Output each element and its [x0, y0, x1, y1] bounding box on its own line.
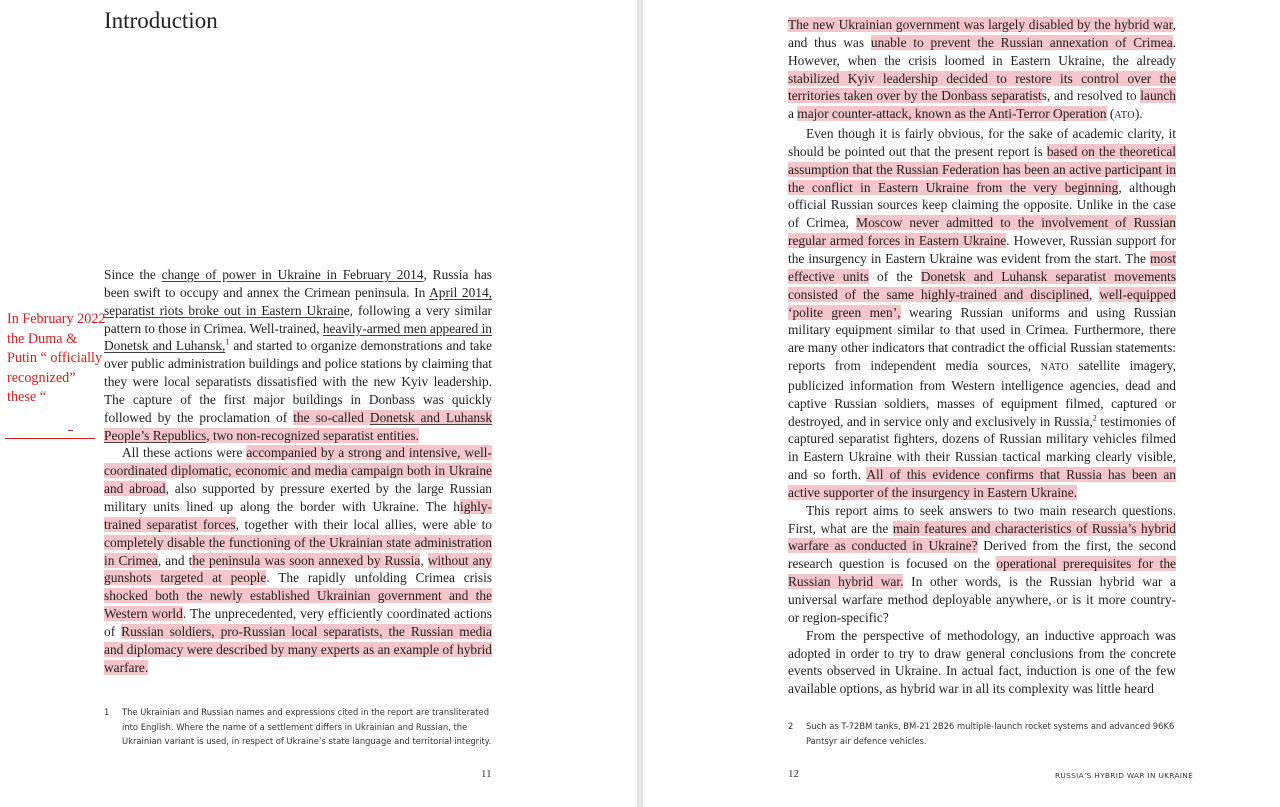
- underlined-text: April 2014, separatist riots broke out in Eastern Ukrain: [104, 284, 492, 318]
- text-run: (: [1106, 106, 1115, 122]
- page-number-right: 12: [788, 768, 799, 780]
- text-run: testimonies of captured separatist fighters, dozens of Russian military vehicles filmed in Eastern Ukraine with their Russian tactical marking clearly visible, and so forth.: [788, 413, 1176, 483]
- paragraph: [104, 444, 492, 676]
- text-run: . The rapidly unfolding Crimea crisis: [266, 570, 492, 586]
- paragraph: [788, 125, 1176, 502]
- text-run: of the: [868, 268, 921, 284]
- text-run: , and thus was: [788, 17, 1176, 50]
- paragraph: [788, 16, 1176, 125]
- highlighted-text: well-equipped ‘polite green men’,: [788, 286, 1176, 320]
- left-footnote: [104, 705, 494, 749]
- text-run: wearing Russian uniforms and using Russian military equipment similar to that used in Crimea. Furthermore, there are many other indicators that contradict the official Russian statements: reports from independent media sources,: [788, 304, 1177, 374]
- margin-note-dash: [68, 430, 73, 431]
- text-run: This report aims to seek answers to two main research questions. First, what are the: [788, 502, 1176, 536]
- text-run: ).: [1134, 106, 1143, 122]
- text-run: ,: [420, 552, 428, 568]
- text-run: All these actions were: [122, 445, 247, 461]
- highlighted-text: accompanied by a strong and intensive, well-coordinated diplomatic, economic and media campaign both in Ukraine and abroad: [104, 445, 492, 497]
- highlighted-text: he peninsula was soon annexed by Russia: [192, 552, 421, 568]
- text-run: , and t: [157, 552, 193, 568]
- text-run: Derived from the first, the second research question is focused on the: [788, 538, 1177, 572]
- text-run: satellite imagery, publicized information from Western intelligence agencies, dead and captive Russian soldiers, masses of equipment filmed, captured or destroyed, and in service only and exclusively in Russia,: [788, 358, 1176, 429]
- highlighted-text: major counter-attack, known as the Anti-Terror Operation: [797, 106, 1107, 122]
- footnote-ref: 1: [225, 337, 230, 347]
- highlighted-text: the so-called: [293, 409, 370, 425]
- highlighted-text: , two non-recognized separatist entities.: [206, 427, 419, 443]
- highlighted-text: ighly-trained separatist forces: [104, 498, 492, 532]
- highlighted-underlined-text: Donetsk and Luhansk People’s Republics: [104, 409, 493, 443]
- text-run: Since the: [104, 267, 162, 282]
- text-run: and started to organize demonstrations and take over public administration buildings and police stations by claiming that they were local separatists dissatisfied with the new Kyiv leadership. The capture of the first major buildings in Donbass was quickly followed by the proclamation of: [104, 338, 492, 425]
- page-number-left: 11: [481, 768, 492, 780]
- paragraph: [788, 627, 1176, 698]
- text-run: Even though it is fairly obvious, for the sake of academic clarity, it should be pointed out that the present report is: [788, 126, 1176, 159]
- chapter-title: Introduction: [104, 8, 218, 33]
- footnote-number: 1: [104, 707, 110, 717]
- highlighted-text: launch: [1140, 88, 1176, 104]
- highlighted-text: shocked both the newly established Ukrainian government and the Western world: [104, 588, 492, 622]
- underlined-text: change of power in Ukraine in February 2014: [161, 267, 424, 282]
- highlighted-text: Russian soldiers, pro-Russian local separatists, the Russian media and diplomacy were described by many experts as an example of hybrid warfare.: [104, 623, 492, 675]
- highlighted-text: stabilized Kyiv leadership decided to restore its control over the territories taken over by the Donbass separatist: [788, 70, 1176, 104]
- highlighted-text: Moscow never admitted to the involvement of Russian regular armed forces in Eastern Ukraine: [788, 215, 1176, 249]
- text-run: . However, Russian support for the insurgency in Eastern Ukraine was evident from the start. The: [788, 233, 1176, 266]
- running-head: RUSSIA’S HYBRID WAR IN UKRAINE: [1055, 771, 1194, 780]
- text-run: ,: [1089, 286, 1100, 302]
- text-run: From the perspective of methodology, an inductive approach was adopted in order to try to draw general conclusions from the concrete events observed in Ukraine. In actual fact, induction is one of the few available options, as hybrid war in all its complexity was little heard: [788, 627, 1176, 697]
- highlighted-text: most effective units: [788, 250, 1176, 284]
- text-run: . The unprecedented, very efficiently coordinated actions of: [104, 606, 492, 639]
- highlighted-text: based on the theoretical assumption that the Russian Federation has been an active participant in the conflict in Eastern Ukraine from the very beginning: [788, 143, 1176, 195]
- text-run: e, following a very similar pattern to those in Crimea. Well-trained,: [104, 302, 492, 336]
- text-run: , also supported by pressure exerted by the large Russian military units lined up along the border with Ukraine. The h: [104, 481, 492, 514]
- right-footnote: [788, 719, 1178, 748]
- paragraph: [104, 266, 492, 444]
- highlighted-text: unable to prevent the Russian annexation of Crimea: [870, 34, 1173, 50]
- underlined-text: heavily-armed men appeared in Donetsk and Luhansk,: [104, 320, 492, 354]
- paragraph: [788, 502, 1176, 627]
- handwritten-margin-note: In February 2022 the Duma & Putin “ officially recognized” these “: [7, 311, 106, 405]
- footnote-text: The Ukrainian and Russian names and expressions cited in the report are transliterated into English. Where the name of a settlement differs in Ukrainian and Russian, the Ukrainian variant is used, in respect of Ukraine’s state language and territorial integrity.: [122, 707, 492, 746]
- highlighted-text: main features and characteristics of Russia’s hybrid warfare as conducted in Ukraine?: [788, 520, 1176, 554]
- small-caps-text: NATO: [1040, 362, 1069, 374]
- footnote-number: 2: [788, 721, 794, 731]
- left-body-text: [104, 266, 492, 676]
- highlighted-text: completely disable the functioning of the Ukrainian state administration in Crimea: [104, 534, 492, 568]
- highlighted-text: All of this evidence confirms that Russia has been an active supporter of the insurgency in Eastern Ukraine.: [788, 467, 1177, 500]
- text-run: , although official Russian sources keep claiming the opposite. Unlike in the case of Crimea,: [788, 179, 1176, 231]
- text-run: In other words, is the Russian hybrid war a universal warfare method deployable anywhere, or is it more country- or region-specific?: [788, 574, 1176, 625]
- text-run: a: [788, 106, 798, 122]
- text-run: , Russia has been swift to occupy and annex the Crimean peninsula. In: [104, 267, 493, 300]
- text-run: , together with their local allies, were able to: [235, 516, 492, 532]
- footnote-ref: 2: [1092, 413, 1097, 423]
- highlighted-text: The new Ukrainian government was largely disabled by the hybrid war: [788, 17, 1173, 32]
- text-run: s, and resolved to: [1041, 88, 1141, 104]
- highlighted-text: Donetsk and Luhansk separatist movements consisted of the same highly-trained and disciplined: [788, 268, 1176, 302]
- text-run: . However, when the crisis loomed in Eastern Ukraine, the already: [788, 34, 1176, 68]
- right-body-text: [788, 16, 1176, 698]
- small-caps-text: ATO: [1114, 110, 1135, 122]
- highlighted-text: operational prerequisites for the Russian hybrid war.: [788, 556, 1176, 590]
- margin-note-rule: [5, 438, 95, 439]
- highlighted-text: without any gunshots targeted at people: [104, 552, 492, 586]
- footnote-text: Such as T-72BM tanks, BM-21 2B26 multiple-launch rocket systems and advanced 96K6 Pantsyr air defence vehicles.: [806, 721, 1175, 746]
